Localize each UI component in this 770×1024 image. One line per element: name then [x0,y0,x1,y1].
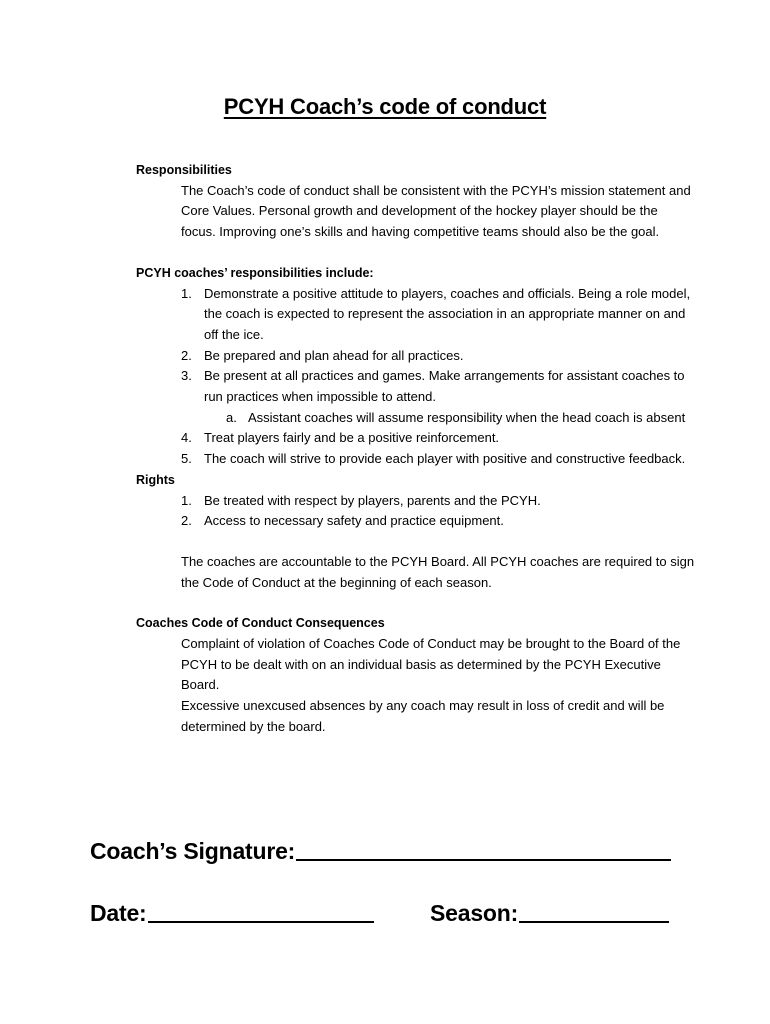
list-item [181,346,696,367]
season-line [430,900,669,927]
list-item [181,284,696,346]
consequences-paragraph-2: Excessive unexcused absences by any coach may result in loss of credit and will be determined by the board. [181,698,665,734]
page-title: PCYH Coach’s code of conduct [223,94,547,119]
list-item-text: Demonstrate a positive attitude to players, coaches and officials. Being a role model, the coach is expected to represent the association in an appropriate manner on and off the ice. [204,285,691,342]
rights-note: The coaches are accountable to the PCYH Board. All PCYH coaches are required to sign the Code of Conduct at the beginning of each season. [181,553,695,590]
sub-list-item-letter: a. [226,409,237,425]
list-item [181,366,696,428]
list-item [181,491,696,512]
sub-list-item-text: Assistant coaches will assume responsibility when the head coach is absent [248,409,686,425]
list-item-text: Treat players fairly and be a positive reinforcement. [204,430,500,446]
list-item [181,449,696,470]
list-item-text: Access to necessary safety and practice equipment. [204,513,504,529]
date-label: Date: [90,900,147,926]
list-item-text: Be prepared and plan ahead for all practices. [204,347,464,363]
sub-list [204,408,696,429]
list-item-number: 3. [181,368,192,384]
list-item-number: 1. [181,492,192,508]
list-item-number: 5. [181,451,192,467]
list-item-number: 2. [181,513,192,529]
signature-field[interactable] [296,858,671,861]
date-line [90,900,374,927]
list-item-text: The coach will strive to provide each player with positive and constructive feedback. [204,451,686,467]
consequences-paragraph-1: Complaint of violation of Coaches Code of Conduct may be brought to the Board of the PCYH to be dealt with on an individual basis as determined by the PCYH Executive Board. [181,636,681,693]
responsibilities-heading: Responsibilities [136,163,232,177]
season-field[interactable] [519,920,669,923]
coach-responsibilities-heading: PCYH coaches’ responsibilities include: [136,265,374,280]
coach-responsibilities-list [136,284,696,470]
list-item [181,511,696,532]
list-item-number: 4. [181,430,192,446]
list-item-number: 1. [181,285,192,301]
rights-heading: Rights [136,472,175,487]
list-item [181,428,696,449]
responsibilities-text: The Coach’s code of conduct shall be consistent with the PCYH’s mission statement and Core Values. Personal growth and development of the hockey player should be the focus. Improving one’s skills and having competitive teams should also be the goal. [181,182,691,240]
document-body [136,160,696,738]
season-label: Season: [430,900,519,926]
date-field[interactable] [148,920,374,923]
list-item-text: Be treated with respect by players, parents and the PCYH. [204,492,541,508]
list-item-number: 2. [181,347,192,363]
signature-line [90,838,671,865]
consequences-heading: Coaches Code of Conduct Consequences [136,616,385,631]
sub-list-item [226,408,696,429]
rights-list [136,491,696,532]
signature-label: Coach’s Signature: [90,838,296,864]
list-item-text: Be present at all practices and games. Make arrangements for assistant coaches to run practices when impossible to attend. [204,368,685,405]
